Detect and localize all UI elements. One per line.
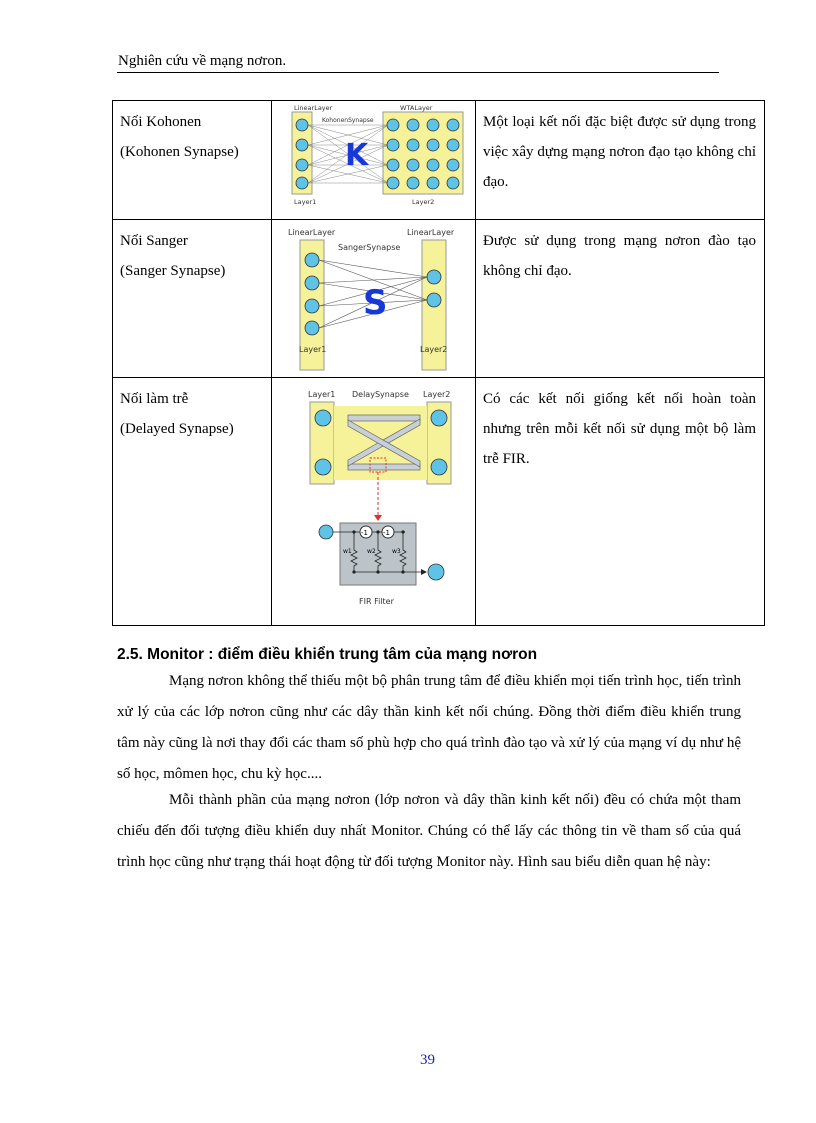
sanger-layer2-label: Layer2: [420, 345, 448, 354]
synapse-table: [112, 100, 765, 626]
synapse-name-vi: Nối Kohonen: [120, 114, 202, 130]
table-row: [113, 220, 765, 378]
synapse-name-cell: [113, 378, 272, 626]
kohonen-output-layer-label: WTALayer: [400, 104, 433, 112]
delayed-layer1-label: Layer1: [308, 390, 336, 399]
kohonen-input-layer-label: LinearLayer: [294, 104, 333, 112]
synapse-figure-cell: [272, 101, 476, 220]
table-row: [113, 101, 765, 220]
sanger-layer1-label: Layer1: [299, 345, 327, 354]
synapse-name-en: (Delayed Synapse): [120, 421, 234, 437]
sanger-synapse-diagram: [272, 220, 475, 376]
synapse-name-cell: [113, 101, 272, 220]
delay-arrow-head: [374, 515, 382, 521]
kohonen-synapse-label: KohonenSynapse: [322, 117, 374, 124]
synapse-figure-cell: [272, 378, 476, 626]
fir-filter-label: FIR Filter: [359, 597, 394, 606]
header-rule: [117, 72, 719, 73]
kohonen-letter: K: [345, 138, 369, 173]
sanger-output-layer-label: LinearLayer: [407, 228, 455, 237]
weight-w1-label: w1: [343, 548, 352, 555]
synapse-name-vi: Nối Sanger: [120, 233, 188, 249]
synapse-description-cell: Một loại kết nối đặc biệt được sử dụng trong việc xây dựng mạng nơron đạo tạo không chỉ đạo.: [476, 101, 765, 220]
synapse-name-cell: [113, 220, 272, 378]
synapse-name-en: (Sanger Synapse): [120, 263, 226, 279]
delayed-synapse-diagram: [272, 378, 475, 624]
delay-unit-1-label: -1: [361, 529, 368, 537]
delay-unit-2-label: -1: [383, 529, 390, 537]
fir-input-neuron: [319, 525, 333, 539]
synapse-description-cell: Được sử dụng trong mạng nơron đào tạo không chỉ đạo.: [476, 220, 765, 378]
synapse-name-en: (Kohonen Synapse): [120, 144, 239, 160]
fir-output-neuron: [428, 564, 444, 580]
page-header: Nghiên cứu về mạng nơron.: [118, 53, 287, 69]
delayed-layer2-label: Layer2: [423, 390, 451, 399]
synapse-name-vi: Nối làm trễ: [120, 391, 189, 407]
table-row: [113, 378, 765, 626]
weight-w2-label: w2: [367, 548, 376, 555]
fir-output-arrow: [421, 569, 427, 575]
kohonen-layer2-label: Layer2: [412, 198, 435, 206]
sanger-input-layer-label: LinearLayer: [288, 228, 336, 237]
sanger-letter: S: [363, 283, 388, 323]
body-paragraph: Mỗi thành phần của mạng nơron (lớp nơron và dây thần kinh kết nối) đều có chứa một tham chiếu đến đối tượng điều khiển duy nhất Monitor. Chúng có thể lấy các thông tin về tham số của quá trình học cũng như trạng thái hoạt động từ đối tượng Monitor này. Hình sau biểu diễn quan hệ này:: [117, 792, 741, 870]
kohonen-layer1-label: Layer1: [294, 198, 317, 206]
sanger-synapse-label: SangerSynapse: [338, 243, 401, 252]
delayed-synapse-label: DelaySynapse: [352, 390, 409, 399]
kohonen-synapse-diagram: [272, 101, 475, 219]
body-paragraph: Mạng nơron không thể thiếu một bộ phân trung tâm để điều khiển mọi tiến trình học, tiến trình xử lý của các lớp nơron cũng như các dây thần kinh kết nối chúng. Đồng thời điểm điều khiển trung tâm này cũng là nơi thay đổi các tham số phù hợp cho quá trình đào tạo và xử lý của mạng ví dụ như hệ số học, mômen học, chu kỳ học....: [117, 673, 741, 782]
weight-w3-label: w3: [392, 548, 401, 555]
section-heading: 2.5. Monitor : điểm điều khiển trung tâm của mạng nơron: [117, 646, 538, 663]
page-number: 39: [420, 1052, 435, 1068]
synapse-description-cell: Có các kết nối giống kết nối hoàn toàn nhưng trên mỗi kết nối sử dụng một bộ làm trễ FIR.: [476, 378, 765, 626]
synapse-figure-cell: [272, 220, 476, 378]
